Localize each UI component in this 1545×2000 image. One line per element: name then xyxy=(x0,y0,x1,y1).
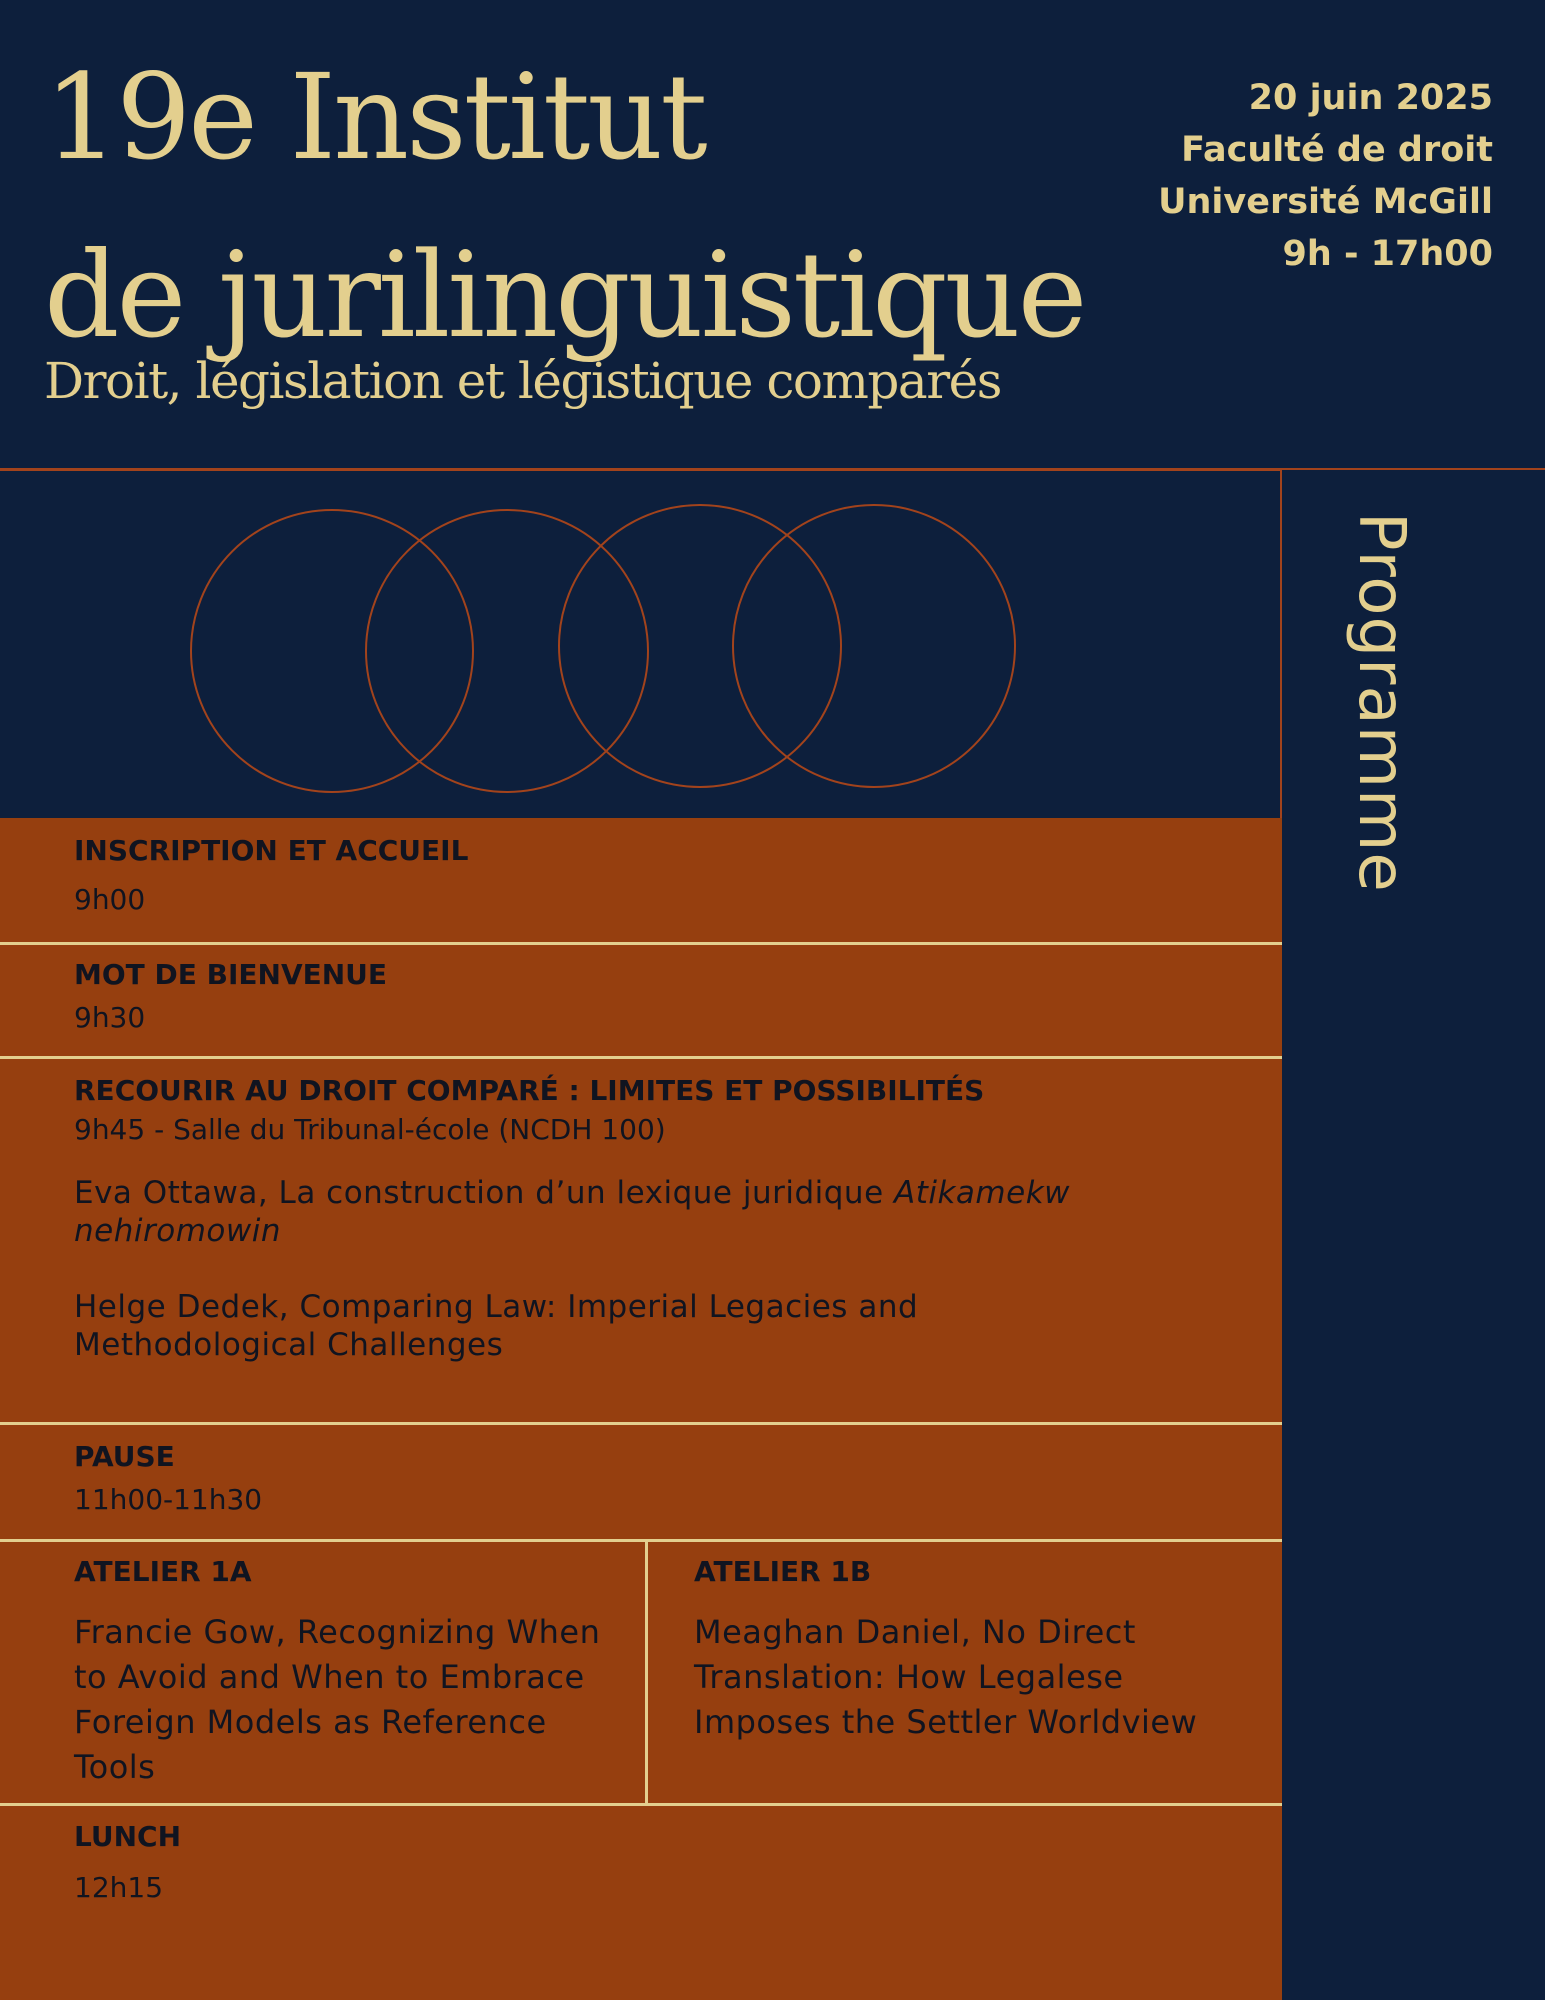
event-hours: 9h - 17h00 xyxy=(1282,234,1493,274)
circle-4 xyxy=(733,505,1015,787)
event-subtitle: Droit, législation et légistique comparés xyxy=(44,352,1001,410)
item-time: 9h45 - Salle du Tribunal-école (NCDH 100) xyxy=(74,1113,666,1146)
row-divider xyxy=(0,942,1282,945)
schedule-item-pause xyxy=(0,1440,1282,1516)
talk-ottawa-text: Eva Ottawa, La construction d’un lexique juridique xyxy=(74,1175,894,1211)
talk-ottawa-italic: Atikamekw nehiromowin xyxy=(74,1175,1070,1249)
row-divider xyxy=(0,1539,1282,1542)
item-time: 9h00 xyxy=(74,883,146,916)
schedule-item-droit-compare xyxy=(0,1074,1282,1364)
column-divider xyxy=(645,1539,648,1805)
talk-ottawa xyxy=(74,1174,1162,1250)
header xyxy=(0,0,1545,470)
row-divider xyxy=(0,1056,1282,1059)
item-title: MOT DE BIENVENUE xyxy=(74,958,388,991)
circle-1 xyxy=(191,510,473,792)
schedule-item-lunch xyxy=(0,1820,1282,1904)
item-time: 11h00-11h30 xyxy=(74,1483,263,1516)
programme-label: Programme xyxy=(1344,512,1418,893)
item-title: ATELIER 1B xyxy=(694,1555,872,1588)
interlocking-circles-graphic xyxy=(0,471,1280,818)
event-date: 20 juin 2025 xyxy=(1248,78,1493,118)
item-title: RECOURIR AU DROIT COMPARÉ : LIMITES ET POSSIBILITÉS xyxy=(74,1074,985,1107)
row-divider xyxy=(0,1422,1282,1425)
schedule-item-bienvenue xyxy=(0,958,1282,1034)
row-divider xyxy=(0,1803,1282,1806)
item-time: 9h30 xyxy=(74,1001,146,1034)
item-title: ATELIER 1A xyxy=(74,1555,252,1588)
item-time: 12h15 xyxy=(74,1871,164,1904)
schedule-item-atelier-1b xyxy=(694,1555,1254,1745)
event-title-line-1: 19e Institut xyxy=(44,48,705,186)
schedule-item-atelier-1a xyxy=(74,1555,624,1790)
item-title: LUNCH xyxy=(74,1820,181,1853)
item-title: PAUSE xyxy=(74,1440,175,1473)
event-faculty: Faculté de droit xyxy=(1181,130,1493,170)
item-title: INSCRIPTION ET ACCUEIL xyxy=(74,834,469,867)
talk-dedek: Helge Dedek, Comparing Law: Imperial Legacies and Methodological Challenges xyxy=(74,1289,919,1363)
event-title xyxy=(44,28,1084,384)
schedule-item-inscription xyxy=(0,834,1282,916)
schedule xyxy=(0,818,1282,2000)
programme-sidebar xyxy=(1282,470,1545,2000)
talk-daniel: Meaghan Daniel, No Direct Translation: How Legalese Imposes the Settler Worldview xyxy=(694,1613,1198,1741)
event-university: Université McGill xyxy=(1158,182,1493,222)
talk-gow: Francie Gow, Recognizing When to Avoid and When to Embrace Foreign Models as Reference Tools xyxy=(74,1613,601,1786)
event-title-line-2: de jurilinguistique xyxy=(44,226,1085,364)
event-info xyxy=(1158,72,1493,280)
